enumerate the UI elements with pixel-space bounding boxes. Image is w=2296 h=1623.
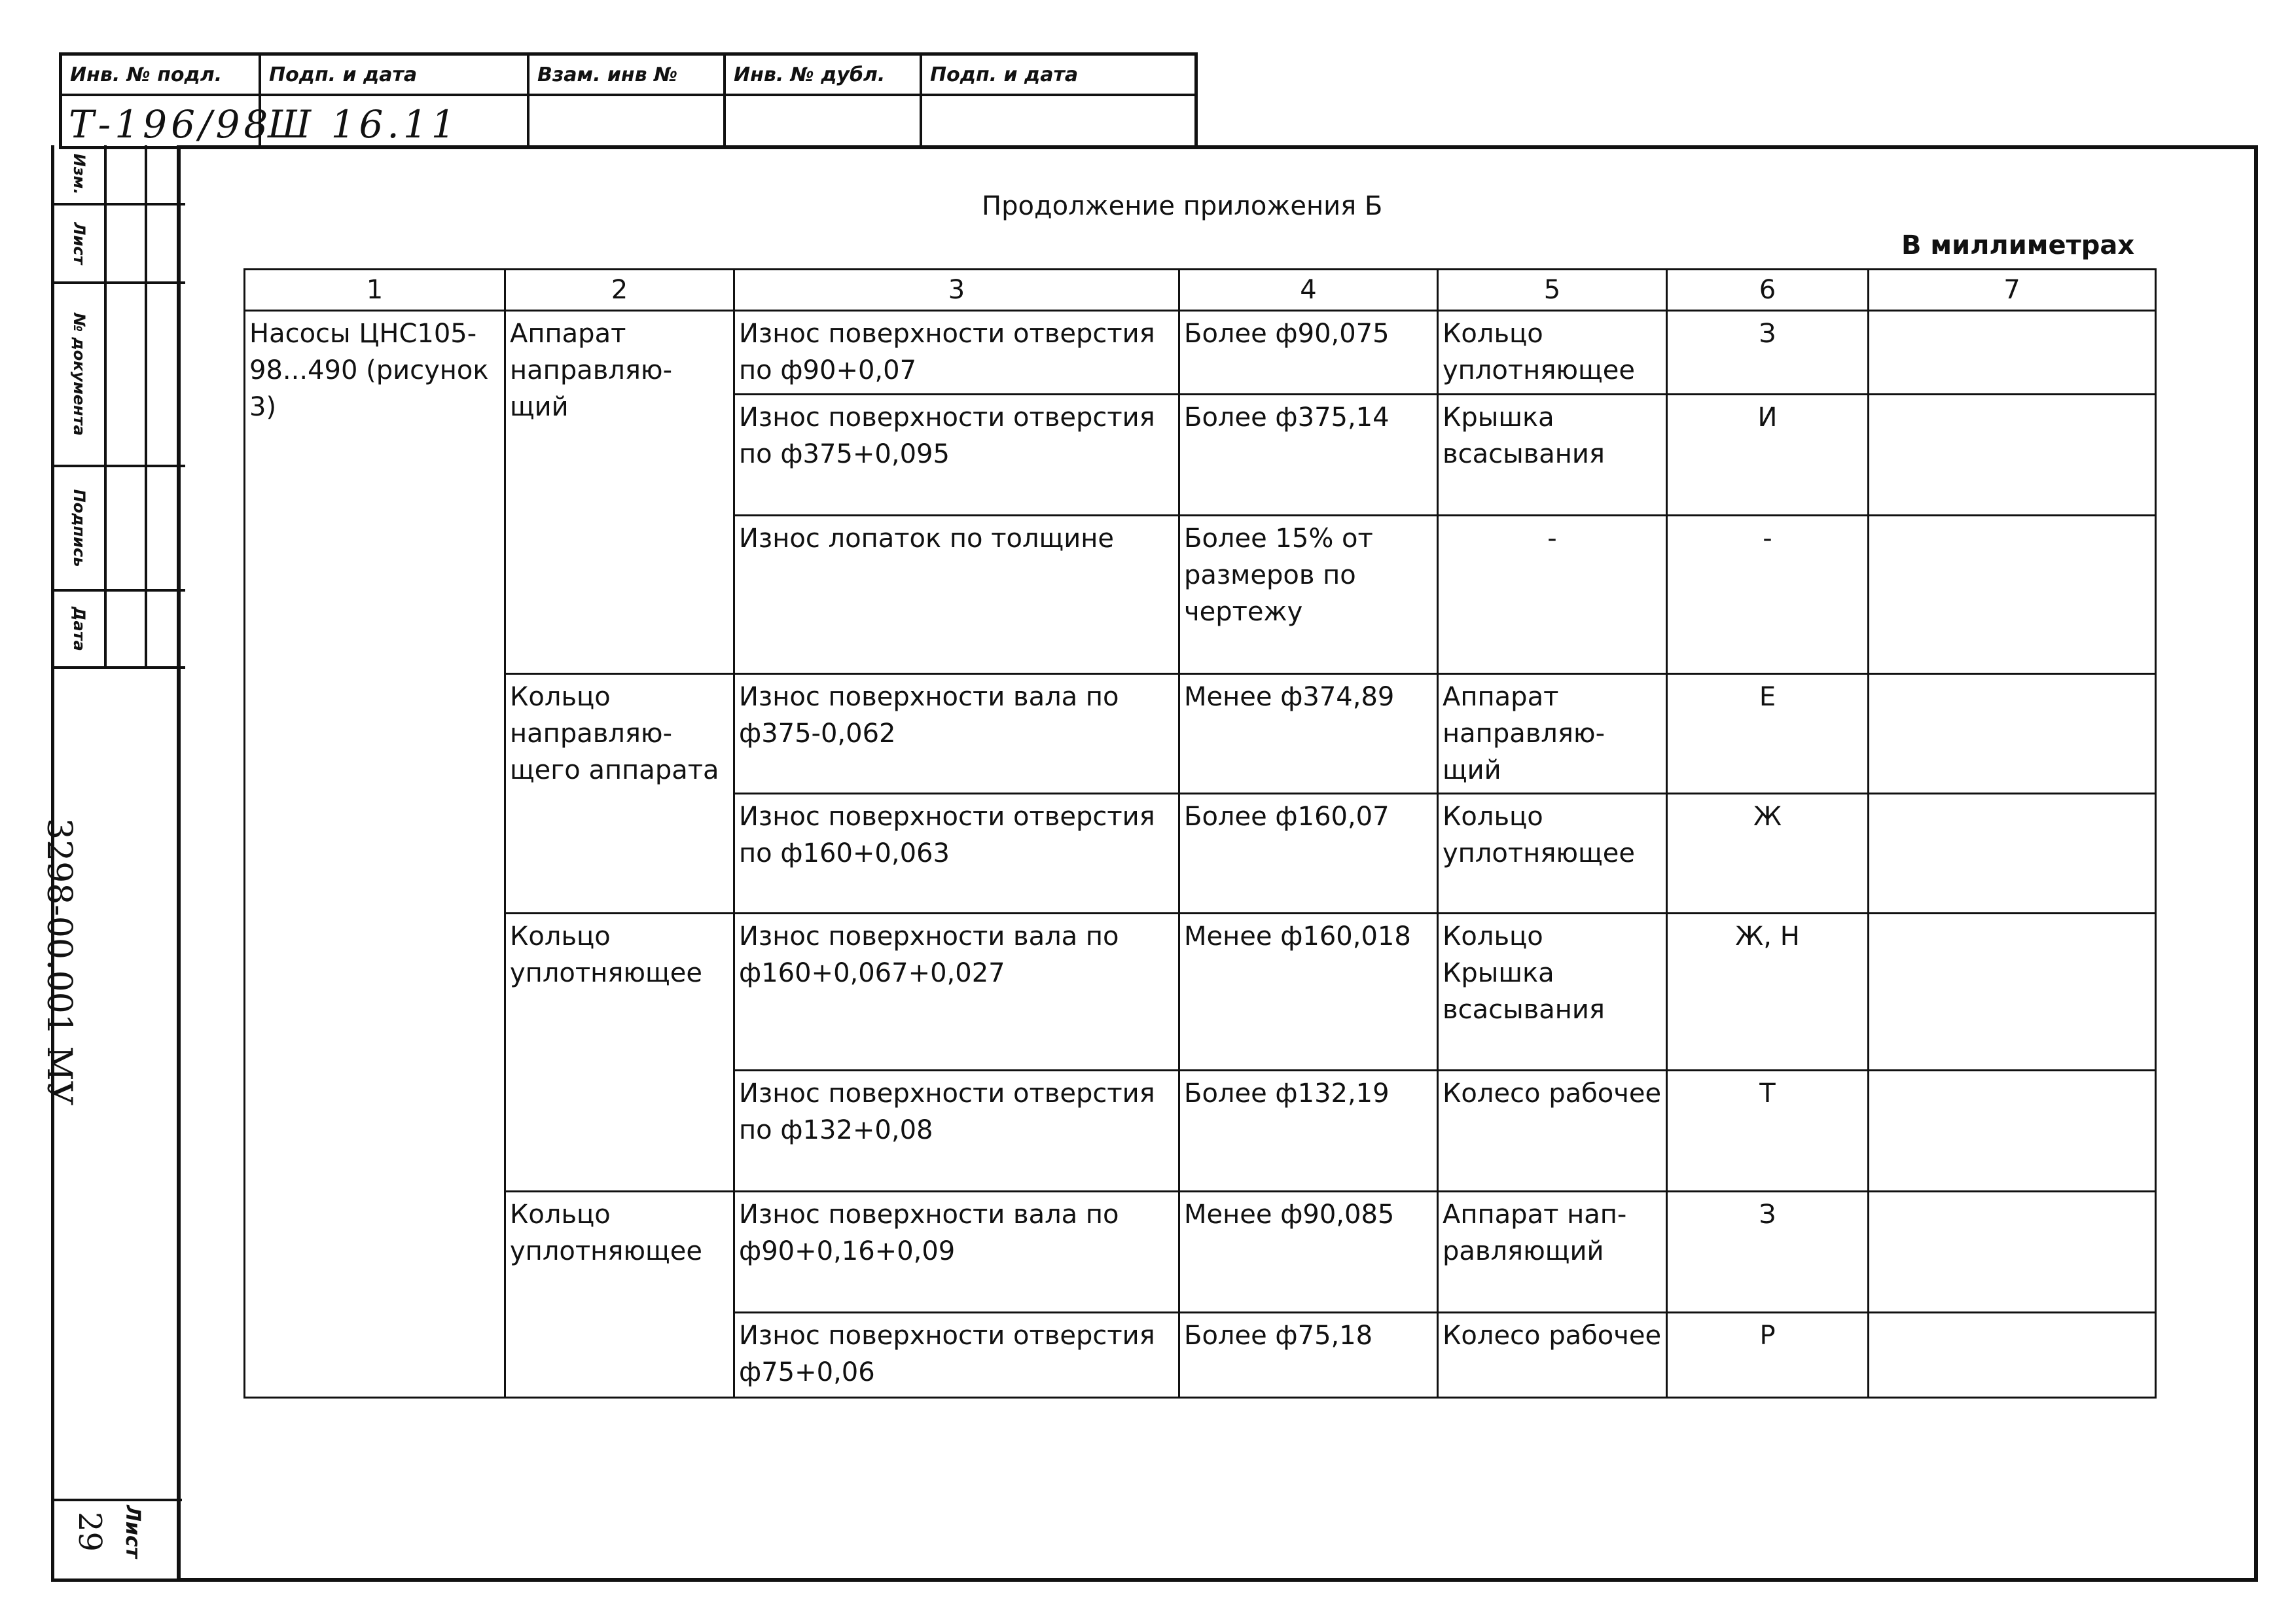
code-cell: Е bbox=[1667, 674, 1869, 794]
mate-cell: Аппарат направляю-щий bbox=[1438, 674, 1667, 794]
note-cell bbox=[1869, 1313, 2156, 1398]
note-cell bbox=[1869, 1071, 2156, 1192]
limit-cell: Более 15% от размеров по чертежу bbox=[1179, 516, 1438, 674]
code-cell: Р bbox=[1667, 1313, 1869, 1398]
code-cell: Ж, Н bbox=[1667, 914, 1869, 1071]
sheet-number: 29 bbox=[71, 1512, 108, 1552]
note-cell bbox=[1869, 794, 2156, 914]
strip-row-date bbox=[54, 592, 185, 669]
strip-label: Лист bbox=[70, 222, 88, 265]
defect-cell: Износ поверхности вала по ф375-0,062 bbox=[734, 674, 1179, 794]
note-cell bbox=[1869, 674, 2156, 794]
mate-cell: Крышка всасывания bbox=[1438, 395, 1667, 516]
code-cell: И bbox=[1667, 395, 1869, 516]
title-block-top bbox=[59, 52, 1198, 149]
code-cell: Т bbox=[1667, 1071, 1869, 1192]
mate-cell: Кольцо уплотняющее bbox=[1438, 311, 1667, 395]
note-cell bbox=[1869, 311, 2156, 395]
strip-row-list bbox=[54, 205, 185, 284]
stamp-header: Инв. № подл. bbox=[62, 56, 259, 96]
note-cell bbox=[1869, 914, 2156, 1071]
mate-cell: Аппарат нап-равляющий bbox=[1438, 1192, 1667, 1313]
units-note: В миллиметрах bbox=[1901, 230, 2135, 260]
stamp-header: Инв. № дубл. bbox=[726, 56, 920, 96]
defects-table bbox=[243, 268, 2157, 1399]
limit-cell: Более ф160,07 bbox=[1179, 794, 1438, 914]
pump-cell: Насосы ЦНС105-98...490 (рисунок 3) bbox=[245, 311, 505, 1398]
table-header: 1 bbox=[245, 270, 505, 311]
defect-cell: Износ лопаток по толщине bbox=[734, 516, 1179, 674]
stamp-cell-sign-date bbox=[261, 56, 529, 146]
table-row bbox=[245, 914, 2156, 1071]
mate-cell: - bbox=[1438, 516, 1667, 674]
stamp-value: Ш 16.11 bbox=[268, 102, 459, 147]
document-number: 3298-00.001 МУ bbox=[39, 818, 79, 1106]
defect-cell: Износ поверхности отверстия ф75+0,06 bbox=[734, 1313, 1179, 1398]
stamp-value bbox=[529, 96, 723, 150]
table-row bbox=[245, 674, 2156, 794]
table-header: 3 bbox=[734, 270, 1179, 311]
strip-row-izm bbox=[54, 145, 185, 205]
mate-cell: Кольцо Крышка всасывания bbox=[1438, 914, 1667, 1071]
mate-cell: Кольцо уплотняющее bbox=[1438, 794, 1667, 914]
table-row bbox=[245, 1192, 2156, 1313]
note-cell bbox=[1869, 516, 2156, 674]
limit-cell: Менее ф160,018 bbox=[1179, 914, 1438, 1071]
table-header-row bbox=[245, 270, 2156, 311]
stamp-cell-inv-orig bbox=[62, 56, 272, 147]
table-header: 6 bbox=[1667, 270, 1869, 311]
limit-cell: Более ф75,18 bbox=[1179, 1313, 1438, 1398]
part-cell: Кольцо уплотняющее bbox=[505, 914, 734, 1192]
sheet-label: Лист bbox=[121, 1505, 144, 1559]
defect-cell: Износ поверхности отверстия по ф132+0,08 bbox=[734, 1071, 1179, 1192]
table-header: 5 bbox=[1438, 270, 1667, 311]
limit-cell: Менее ф374,89 bbox=[1179, 674, 1438, 794]
limit-cell: Более ф132,19 bbox=[1179, 1071, 1438, 1192]
defect-cell: Износ поверхности вала по ф160+0,067+0,027 bbox=[734, 914, 1179, 1071]
code-cell: Ж bbox=[1667, 794, 1869, 914]
defect-cell: Износ поверхности отверстия по ф160+0,063 bbox=[734, 794, 1179, 914]
limit-cell: Менее ф90,085 bbox=[1179, 1192, 1438, 1313]
table-header: 7 bbox=[1869, 270, 2156, 311]
strip-row-sign bbox=[54, 467, 185, 592]
defect-cell: Износ поверхности отверстия по ф375+0,095 bbox=[734, 395, 1179, 516]
stamp-header: Взам. инв № bbox=[529, 56, 723, 96]
table-row bbox=[245, 311, 2156, 395]
table-header: 4 bbox=[1179, 270, 1438, 311]
code-cell: З bbox=[1667, 1192, 1869, 1313]
strip-label: Изм. bbox=[70, 153, 88, 195]
strip-label: Дата bbox=[70, 607, 88, 651]
code-cell: - bbox=[1667, 516, 1869, 674]
defect-cell: Износ поверхности отверстия по ф90+0,07 bbox=[734, 311, 1179, 395]
stamp-header: Подп. и дата bbox=[922, 56, 1194, 96]
strip-label: Подпись bbox=[70, 489, 88, 567]
stamp-cell-replace-inv bbox=[529, 56, 726, 146]
strip-row-doc bbox=[54, 284, 185, 467]
part-cell: Аппарат направляю-щий bbox=[505, 311, 734, 674]
part-cell: Кольцо направляю-щего аппарата bbox=[505, 674, 734, 914]
table-header: 2 bbox=[505, 270, 734, 311]
limit-cell: Более ф375,14 bbox=[1179, 395, 1438, 516]
stamp-value bbox=[922, 96, 1194, 150]
limit-cell: Более ф90,075 bbox=[1179, 311, 1438, 395]
strip-label: № документа bbox=[70, 313, 88, 436]
page-title: Продолжение приложения Б bbox=[982, 191, 1383, 221]
stamp-value: Т-196/98 bbox=[69, 102, 272, 147]
stamp-header: Подп. и дата bbox=[261, 56, 527, 96]
stamp-value bbox=[726, 96, 920, 150]
sheet-box bbox=[51, 1499, 182, 1582]
mate-cell: Колесо рабочее bbox=[1438, 1071, 1667, 1192]
part-cell: Кольцо уплотняющее bbox=[505, 1192, 734, 1398]
stamp-cell-inv-dup bbox=[726, 56, 922, 146]
stamp-cell-sign-date-2 bbox=[922, 56, 1194, 146]
note-cell bbox=[1869, 395, 2156, 516]
defect-cell: Износ поверхности вала по ф90+0,16+0,09 bbox=[734, 1192, 1179, 1313]
code-cell: З bbox=[1667, 311, 1869, 395]
note-cell bbox=[1869, 1192, 2156, 1313]
mate-cell: Колесо рабочее bbox=[1438, 1313, 1667, 1398]
